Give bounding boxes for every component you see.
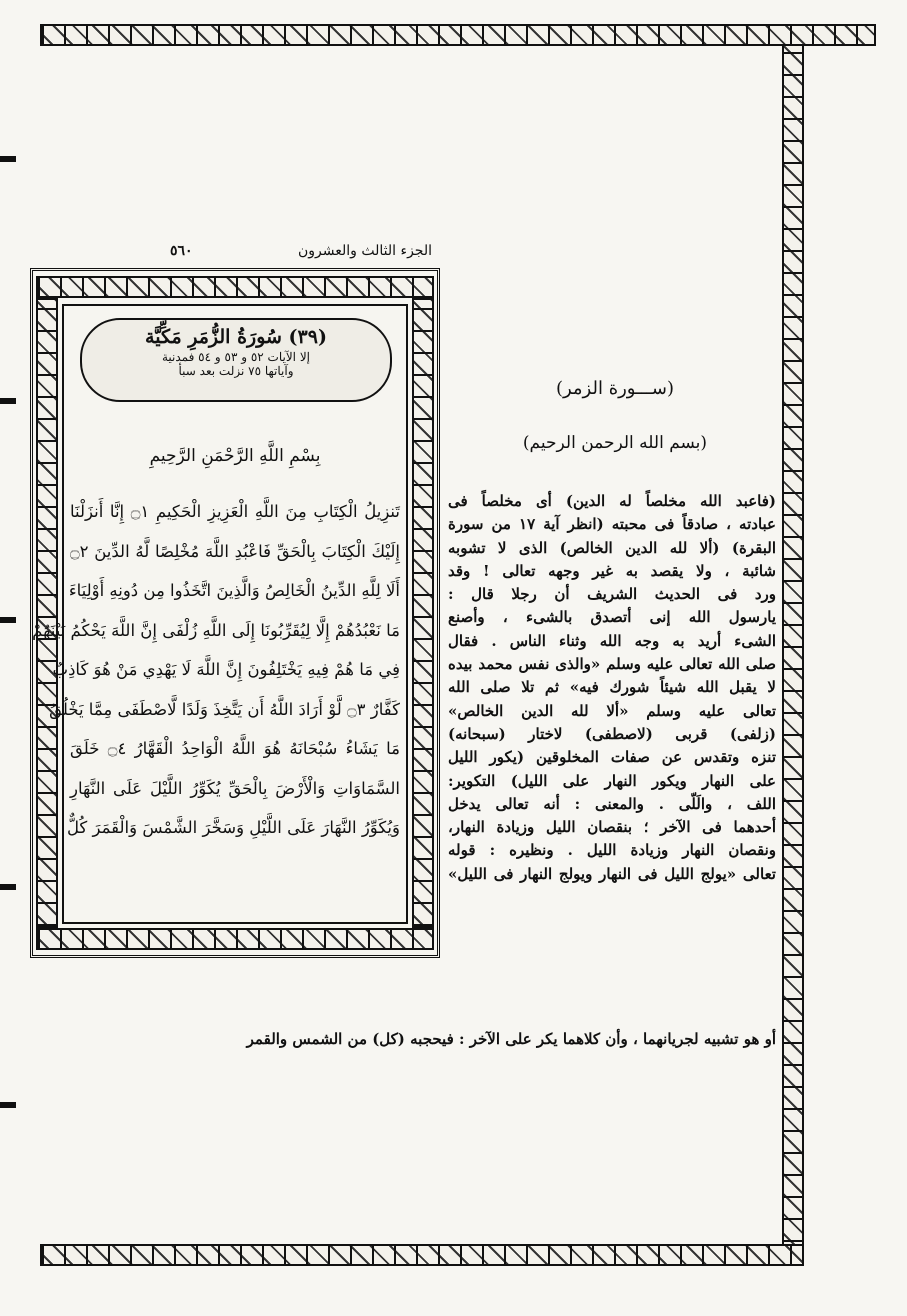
commentary-line: الشىء أريد به وجه الله وثناء الناس . فقال (448, 631, 776, 650)
verse-line: تَنزِيلُ الْكِتَابِ مِنَ اللَّهِ الْعَزِيزِ الْحَكِيمِ ۝١ إِنَّا أَنزَلْنَا (70, 502, 400, 521)
commentary-line: اللف ، والَلّى . والمعنى : أنه تعالى يدخل (448, 794, 776, 813)
cartouche-note: وآياتها ٧٥ نزلت بعد سبأ (178, 364, 294, 378)
verse-line: إِلَيْكَ الْكِتَابَ بِالْحَقِّ فَاعْبُدِ اللَّهَ مُخْلِصًا لَّهُ الدِّينَ ۝٢ (70, 541, 400, 561)
margin-mark (0, 884, 16, 890)
commentary-basmala: (بسم الله الرحمن الرحيم) (522, 433, 708, 453)
commentary-line: صلى الله تعالى عليه وسلم «والذى نفس محمد بيده (448, 655, 776, 674)
commentary-line: لا يقبل الله شيئاً شورك فيه» ثم تلا صلى الله (448, 678, 776, 697)
verse-line: كَفَّارٌ ۝٣ لَّوْ أَرَادَ اللَّهُ أَن يَتَّخِذَ وَلَدًا لَّاصْطَفَى مِمَّا يَخْلُقُ (49, 699, 400, 719)
commentary-line: يارسول الله إنى أتصدق بالشىء ، وأصنع (448, 608, 776, 627)
commentary-line: البقرة) (ألا لله الدين الخالص) الذى لا تشوبه (448, 538, 776, 557)
margin-mark (0, 398, 16, 404)
margin-mark (0, 156, 16, 162)
commentary-line: تعالى «يولج الليل فى النهار ويولج النهار فى الليل» (448, 864, 776, 883)
commentary-line: تنزه وتقدس عن صفات المخلوقين (يكور الليل (448, 748, 776, 767)
quran-verses (32, 492, 400, 848)
commentary-line: عبادته ، صادقاً فى محبته (انظر آية ١٧ من سورة (448, 515, 776, 534)
margin-mark (0, 617, 16, 623)
commentary-line: ونقصان النهار وزيادة الليل . ونظيره : قوله (448, 841, 776, 860)
surah-cartouche (80, 318, 392, 402)
verse-line: مَا نَعْبُدُهُمْ إِلَّا لِيُقَرِّبُونَا إِلَى اللَّهِ زُلْفَى إِنَّ اللَّهَ يَحْكُمُ بَيْنَهُمْ (32, 620, 400, 640)
verse-line: السَّمَاوَاتِ وَالْأَرْضَ بِالْحَقِّ يُكَوِّرُ اللَّيْلَ عَلَى النَّهَارِ (70, 778, 400, 798)
outer-border-top (40, 24, 876, 46)
margin-mark (0, 1102, 16, 1108)
verse-line: وَيُكَوِّرُ النَّهَارَ عَلَى اللَّيْلِ وَسَخَّرَ الشَّمْسَ وَالْقَمَرَ كُلٌّ (66, 818, 400, 837)
page-number: ٥٦٠ (170, 243, 193, 259)
verse-line: أَلَا لِلَّهِ الدِّينُ الْخَالِصُ وَالَّذِينَ اتَّخَذُوا مِن دُونِهِ أَوْلِيَاءَ (68, 581, 400, 600)
commentary-line: ورد فى الحديث الشريف أن رجلا قال : (448, 585, 776, 604)
verse-line: فِي مَا هُمْ فِيهِ يَخْتَلِفُونَ إِنَّ اللَّهَ لَا يَهْدِي مَنْ هُوَ كَاذِبٌ (52, 660, 400, 679)
outer-border-right (782, 44, 804, 1266)
commentary-text (448, 490, 776, 886)
commentary-line: أحدهما فى الآخر ؛ بنقصان الليل وزيادة النهار، (448, 818, 776, 837)
cartouche-title: (٣٩) سُورَةُ الزُّمَرِ مَكِّيَّة (145, 326, 327, 348)
cartouche-note: إلا الآيات ٥٢ و ٥٣ و ٥٤ فمدنية (161, 350, 310, 364)
verse-line: مَا يَشَاءُ سُبْحَانَهُ هُوَ اللَّهُ الْوَاحِدُ الْقَهَّارُ ۝٤ خَلَقَ (70, 739, 400, 758)
running-header (170, 243, 432, 263)
quran-border-right (412, 298, 434, 928)
header-title: الجزء الثالث والعشرون (298, 243, 432, 259)
commentary-line: (زلفى) قربى (لاصطفى) لاختار (سبحانه) (448, 724, 776, 743)
quran-border-bottom (36, 928, 434, 950)
quran-border-top (36, 276, 434, 298)
commentary-full-width-line: أو هو تشبيه لجريانهما ، وأن كلاهما يكر على الآخر : فيحجبه (كل) من الشمس والقمر (246, 1030, 776, 1048)
commentary-surah-title: (ســـورة الزمر) (555, 378, 675, 399)
outer-border-bottom (40, 1244, 804, 1266)
commentary-line: على النهار ويكور النهار على الليل) التكوير: (448, 771, 776, 790)
commentary-line: شائبة ، ولا يقصد به غير وجهه تعالى ! وقد (448, 561, 776, 580)
quran-basmala: بِسْمِ اللَّهِ الرَّحْمَنِ الرَّحِيمِ (149, 446, 321, 466)
commentary-line: (فاعبد الله مخلصاً له الدين) أى مخلصاً فى (448, 492, 776, 510)
commentary-line: تعالى عليه وسلم «ألا لله الدين الخالص» (448, 701, 776, 720)
